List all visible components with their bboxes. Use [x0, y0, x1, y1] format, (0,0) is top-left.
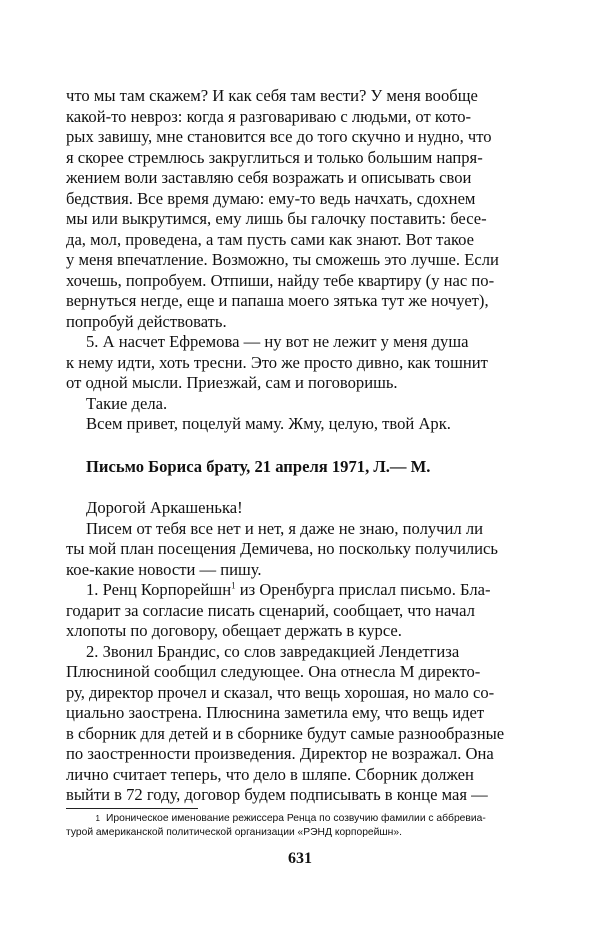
paragraph-5 — [66, 519, 512, 581]
text-line: бедствия. Все время думаю: ему-то ведь начхать, сдохнем — [66, 188, 476, 208]
text-fragment: из Оренбурга прислал письмо. Бла- — [235, 580, 491, 599]
page-number: 631 — [288, 850, 312, 867]
text-line: годарит за согласие писать сценарий, сообщает, что начал — [66, 600, 475, 620]
letter-heading: Письмо Бориса брату, 21 апреля 1971, Л.— М. — [86, 456, 431, 476]
text-line: 2. Звонил Брандис, со слов завредакцией Лендетгиза — [86, 641, 460, 661]
footnote-reference: 1 — [231, 580, 236, 591]
text-line: рых завишу, мне становится все до того скучно и нудно, что — [66, 127, 492, 146]
spacer — [66, 435, 512, 457]
text-line: попробуй действовать. — [66, 311, 227, 331]
main-text — [66, 86, 512, 806]
footnote-number: 1 — [95, 814, 100, 823]
paragraph-7 — [66, 642, 512, 806]
text-line: ты мой план посещения Демичева, но поскольку получились — [66, 539, 498, 558]
paragraph-3 — [66, 394, 512, 415]
paragraph-1 — [66, 86, 512, 332]
text-line: жением воли заставляю себя возражать и описывать свои — [66, 168, 472, 187]
text-line: Плюсниной сообщил следующее. Она отнесла М директо- — [66, 662, 481, 681]
text-line: циально заострена. Плюснина заметила ему, что вещь идет — [66, 703, 485, 722]
text-line: вернуться негде, еще и папаша моего зятька тут же ночует), — [66, 291, 489, 310]
text-line: ру, директор прочел и сказал, что вещь хорошая, но мало со- — [66, 682, 495, 702]
paragraph-4 — [66, 414, 512, 435]
text-line: Такие дела. — [86, 393, 168, 413]
footnote — [66, 812, 512, 839]
text-fragment: 1. Ренц Корпорейшн — [86, 580, 232, 599]
text-line: Всем привет, поцелуй маму. Жму, целую, твой Арк. — [86, 414, 451, 433]
text-line: лично считает теперь, что дело в шляпе. Сборник должен — [66, 764, 474, 784]
spacer — [66, 477, 512, 498]
text-line: от одной мысли. Приезжай, сам и поговоришь. — [66, 373, 398, 392]
footnote-line: турой американской политической организации «РЭНД корпорейшн». — [66, 826, 402, 838]
greeting — [66, 498, 512, 519]
text-line: Дорогой Аркашенька! — [86, 498, 243, 517]
text-line: хочешь, попробуем. Отпиши, найду тебе квартиру (у нас по- — [66, 270, 495, 290]
footnote-line: Ироническое именование режиссера Ренца по созвучию фамилии с аббревиа- — [106, 813, 486, 824]
paragraph-6 — [66, 580, 512, 642]
text-line: кое-какие новости — пишу. — [66, 559, 262, 579]
text-line: что мы там скажем? И как себя там вести? У меня вообще — [66, 86, 478, 105]
text-line: да, мол, проведена, а там пусть сами как знают. Вот такое — [66, 229, 475, 249]
text-line: выйти в 72 году, договор будем подписывать в конце мая — — [66, 785, 488, 804]
text-line: по заостренности произведения. Директор не возражал. Она — [66, 744, 494, 763]
text-line: я скорее стремлюсь закруглиться и только большим напря- — [66, 147, 483, 167]
text-line: какой-то невроз: когда я разговариваю с людьми, от кото- — [66, 106, 472, 126]
text-line: в сборник для детей и в сборнике будут самые разнообразные — [66, 723, 505, 743]
paragraph-2 — [66, 332, 512, 394]
text-line: Писем от тебя все нет и нет, я даже не знаю, получил ли — [86, 518, 483, 538]
text-line: у меня впечатление. Возможно, ты сможешь это лучше. Если — [66, 250, 499, 269]
text-line: хлопоты по договору, обещает держать в курсе. — [66, 621, 402, 640]
footnote-divider — [66, 808, 198, 809]
text-line: 5. А насчет Ефремова — ну вот не лежит у меня душа — [86, 332, 469, 351]
text-line: мы или выкрутимся, ему лишь бы галочку поставить: бесе- — [66, 209, 487, 228]
text-line: к нему идти, хоть тресни. Это же просто дивно, как тошнит — [66, 352, 488, 372]
